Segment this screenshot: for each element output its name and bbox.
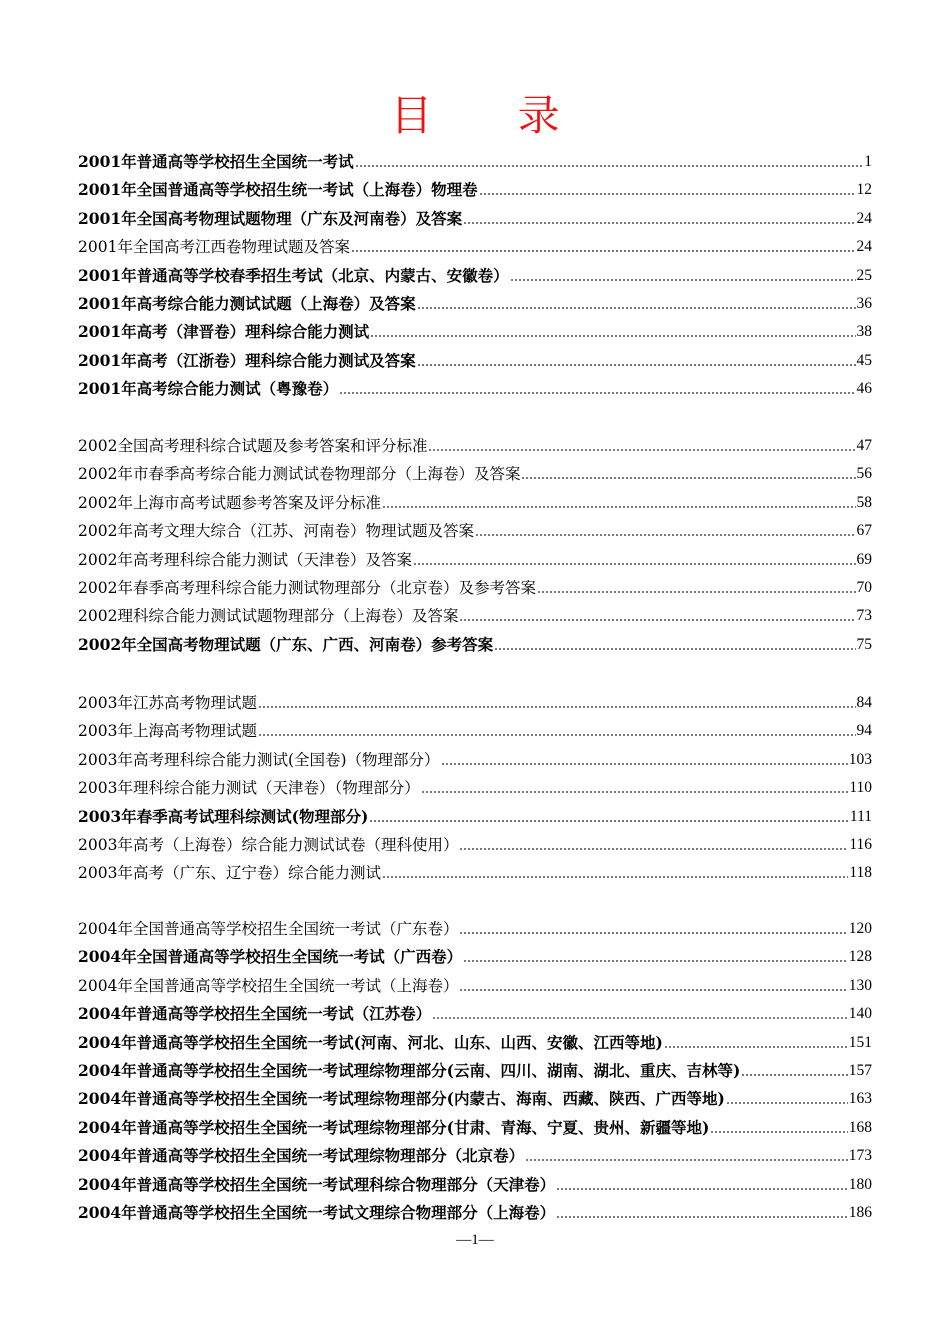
toc-entry-title: 2004年全国普通高等学校招生全国统一考试（广东卷）	[78, 920, 459, 938]
toc-entry-page: 118	[849, 864, 872, 882]
toc-entry[interactable]	[78, 572, 872, 598]
toc-entry-title: 2001年高考综合能力测试（粤豫卷）	[78, 379, 339, 399]
toc-entry-page: 45	[856, 351, 872, 369]
dot-leader	[417, 347, 856, 367]
dot-leader	[537, 574, 856, 594]
dot-leader	[556, 1171, 848, 1191]
dot-leader	[369, 803, 849, 823]
dot-leader	[428, 432, 855, 452]
toc-entry[interactable]	[78, 231, 872, 257]
toc-entry[interactable]	[78, 544, 872, 570]
toc-entry-page: 46	[856, 380, 872, 398]
toc-entry[interactable]	[78, 430, 872, 456]
dot-leader	[339, 375, 855, 395]
toc-entry-title: 2001年全国高考江西卷物理试题及答案	[78, 238, 350, 257]
dot-leader	[463, 943, 848, 963]
dot-leader	[258, 689, 856, 709]
toc-entry-page: 130	[848, 976, 872, 994]
toc-entry-title: 2002理科综合能力测试试题物理部分（上海卷）及答案	[78, 607, 459, 626]
toc-entry[interactable]	[78, 373, 872, 399]
toc-entry[interactable]	[78, 1197, 872, 1223]
toc-entry-page: 168	[848, 1118, 872, 1136]
toc-entry-title: 2004年普通高等学校招生全国统一考试理科综合物理部分（天津卷）	[78, 1174, 556, 1194]
dot-leader	[494, 631, 855, 651]
toc-entry-title: 2004年普通高等学校招生全国统一考试理综物理部分（北京卷）	[78, 1146, 525, 1166]
toc-entry-page: 69	[856, 550, 872, 568]
dot-leader	[459, 831, 848, 851]
toc-entry-page: 111	[849, 807, 872, 825]
dot-leader	[382, 489, 856, 509]
page-number-footer: —1—	[456, 1232, 494, 1248]
toc-entry-page: 173	[848, 1147, 872, 1165]
toc-entry-page: 151	[848, 1033, 872, 1051]
toc-entry-title: 2001年全国高考物理试题物理（广东及河南卷）及答案	[78, 208, 463, 228]
toc-entry-page: 103	[848, 750, 872, 768]
toc-entry[interactable]	[78, 458, 872, 484]
toc-entry-title: 2003年高考（广东、辽宁卷）综合能力测试	[78, 864, 381, 883]
toc-entry[interactable]	[78, 970, 872, 996]
toc-entry-page: 94	[856, 722, 872, 740]
toc-entry-title: 2003年春季高考试理科综测试(物理部分)	[78, 806, 369, 826]
toc-entry-page: 67	[856, 522, 872, 540]
toc-entry-page: 24	[856, 209, 872, 227]
toc-entry-title: 2004年普通高等学校招生全国统一考试（江苏卷）	[78, 1004, 432, 1024]
toc-entry-page: 110	[849, 779, 872, 797]
dot-leader	[432, 1000, 848, 1020]
toc-entry-title: 2004年普通高等学校招生全国统一考试理综物理部分(内蒙古、海南、西藏、陕西、广西等地)	[78, 1089, 725, 1109]
toc-entry-page: 120	[848, 920, 872, 937]
toc-entry[interactable]	[78, 600, 872, 626]
toc-entry-title: 2004年普通高等学校招生全国统一考试理综物理部分(甘肃、青海、宁夏、贵州、新疆等地)	[78, 1117, 710, 1137]
toc-entry-title: 2002全国高考理科综合试题及参考答案和评分标准	[78, 437, 428, 455]
toc-entry[interactable]	[78, 174, 872, 200]
toc-entry-title: 2004年普通高等学校招生全国统一考试理综物理部分(云南、四川、湖南、湖北、重庆、吉林等)	[78, 1061, 741, 1080]
toc-entry[interactable]	[78, 345, 872, 371]
dot-leader	[475, 517, 856, 537]
toc-entry[interactable]	[78, 146, 872, 172]
toc-entry-page: 25	[856, 266, 872, 284]
toc-entry-page: 75	[856, 635, 872, 653]
toc-entry-title: 2003年高考（上海卷）综合能力测试试卷（理科使用）	[78, 836, 459, 854]
toc-entry-title: 2004年普通高等学校招生全国统一考试(河南、河北、山东、山西、安徽、江西等地)	[78, 1032, 663, 1052]
dot-leader	[441, 746, 848, 766]
toc-entry-title: 2004年全国普通高等学校招生全国统一考试（广西卷）	[78, 947, 463, 967]
toc-entry[interactable]	[78, 1055, 872, 1081]
dot-leader	[459, 602, 855, 622]
toc-entry-title: 2002年高考理科综合能力测试（天津卷）及答案	[78, 550, 412, 569]
toc-entry[interactable]	[78, 1112, 872, 1138]
toc-entry-page: 58	[856, 493, 872, 511]
toc-entry-page: 157	[848, 1062, 872, 1079]
toc-entry-title: 2002年高考文理大综合（江苏、河南卷）物理试题及答案	[78, 522, 474, 541]
toc-entry-page: 180	[848, 1175, 872, 1193]
toc-entry-page: 186	[848, 1204, 872, 1221]
toc-entry-page: 70	[856, 579, 872, 596]
dot-leader	[479, 176, 856, 196]
toc-entry[interactable]	[78, 913, 872, 939]
toc-entry-title: 2003年上海高考物理试题	[78, 722, 257, 741]
toc-entry-page: 84	[856, 694, 872, 711]
toc-entry-title: 2002年市春季高考综合能力测试试卷物理部分（上海卷）及答案	[78, 465, 521, 484]
toc-entry-page: 24	[856, 238, 872, 256]
dot-leader	[510, 262, 856, 282]
dot-leader	[521, 460, 855, 480]
toc-entry[interactable]	[78, 629, 872, 655]
dot-leader	[556, 1199, 848, 1219]
toc-entry-page: 38	[856, 323, 872, 341]
dot-leader	[355, 148, 864, 168]
toc-entry-page: 56	[856, 465, 872, 483]
toc-entry-page: 73	[856, 607, 872, 625]
dot-leader	[741, 1057, 847, 1077]
dot-leader	[463, 205, 855, 225]
toc-entry[interactable]	[78, 1140, 872, 1166]
toc-entry[interactable]	[78, 515, 872, 541]
toc-entry-title: 2001年高考综合能力测试试题（上海卷）及答案	[78, 294, 416, 313]
dot-leader	[421, 774, 849, 794]
dot-leader	[413, 546, 856, 566]
toc-entry[interactable]	[78, 1169, 872, 1195]
toc-entry-title: 2004年全国普通高等学校招生全国统一考试（上海卷）	[78, 976, 459, 995]
toc-entry-page: 1	[864, 153, 872, 170]
toc-entry-title: 2003年理科综合能力测试（天津卷）（物理部分）	[78, 779, 420, 798]
dot-leader	[370, 318, 855, 338]
dot-leader	[258, 717, 856, 737]
toc-entry[interactable]	[78, 744, 872, 770]
dot-leader	[664, 1029, 848, 1049]
toc-entry-title: 2003年江苏高考物理试题	[78, 694, 257, 712]
dot-leader	[710, 1114, 847, 1134]
toc-entry-title: 2001年普通高等学校春季招生考试（北京、内蒙古、安徽卷）	[78, 265, 509, 285]
toc-entry[interactable]	[78, 687, 872, 713]
dot-leader	[351, 233, 856, 253]
toc-entry-title: 2002年全国高考物理试题（广东、广西、河南卷）参考答案	[78, 634, 494, 654]
toc-entry[interactable]	[78, 857, 872, 883]
dot-leader	[459, 915, 847, 935]
toc-entry-page: 12	[856, 181, 872, 199]
toc-entry-page: 140	[848, 1005, 872, 1023]
toc-entry[interactable]	[78, 772, 872, 798]
toc-entry[interactable]	[78, 829, 872, 855]
toc-entry-title: 2001年全国普通高等学校招生统一考试（上海卷）物理卷	[78, 180, 478, 200]
toc-entry-title: 2003年高考理科综合能力测试(全国卷)（物理部分）	[78, 750, 440, 769]
toc-entry[interactable]	[78, 715, 872, 741]
toc-entry[interactable]	[78, 203, 872, 229]
toc-entry[interactable]	[78, 487, 872, 513]
toc-entry-title: 2002年上海市高考试题参考答案及评分标准	[78, 493, 381, 512]
toc-entry-page: 47	[856, 437, 872, 454]
toc-entry[interactable]	[78, 1027, 872, 1053]
toc-entry[interactable]	[78, 288, 872, 314]
toc-entry-page: 36	[856, 295, 872, 312]
dot-leader	[382, 859, 848, 879]
toc-entry[interactable]	[78, 941, 872, 967]
toc-entry-title: 2001年高考（江浙卷）理科综合能力测试及答案	[78, 350, 416, 370]
toc-entry[interactable]	[78, 998, 872, 1024]
toc-entry-title: 2002年春季高考理科综合能力测试物理部分（北京卷）及参考答案	[78, 579, 536, 597]
toc-entry-page: 116	[849, 836, 872, 853]
toc-entry[interactable]	[78, 801, 872, 827]
toc-entry-title: 2001年普通高等学校招生全国统一考试	[78, 152, 354, 171]
page-title: 目 录	[390, 91, 596, 140]
dot-leader	[459, 972, 847, 992]
toc-entry[interactable]	[78, 260, 872, 286]
dot-leader	[726, 1085, 848, 1105]
toc-entry-page: 128	[848, 948, 872, 966]
toc-entry-title: 2001年高考（津晋卷）理科综合能力测试	[78, 322, 370, 342]
dot-leader	[525, 1142, 848, 1162]
dot-leader	[417, 290, 856, 310]
toc-entry-page: 163	[848, 1090, 872, 1108]
toc-entry-title: 2004年普通高等学校招生全国统一考试文理综合物理部分（上海卷）	[78, 1203, 556, 1222]
toc-entry[interactable]	[78, 1083, 872, 1109]
toc-entry[interactable]	[78, 316, 872, 342]
